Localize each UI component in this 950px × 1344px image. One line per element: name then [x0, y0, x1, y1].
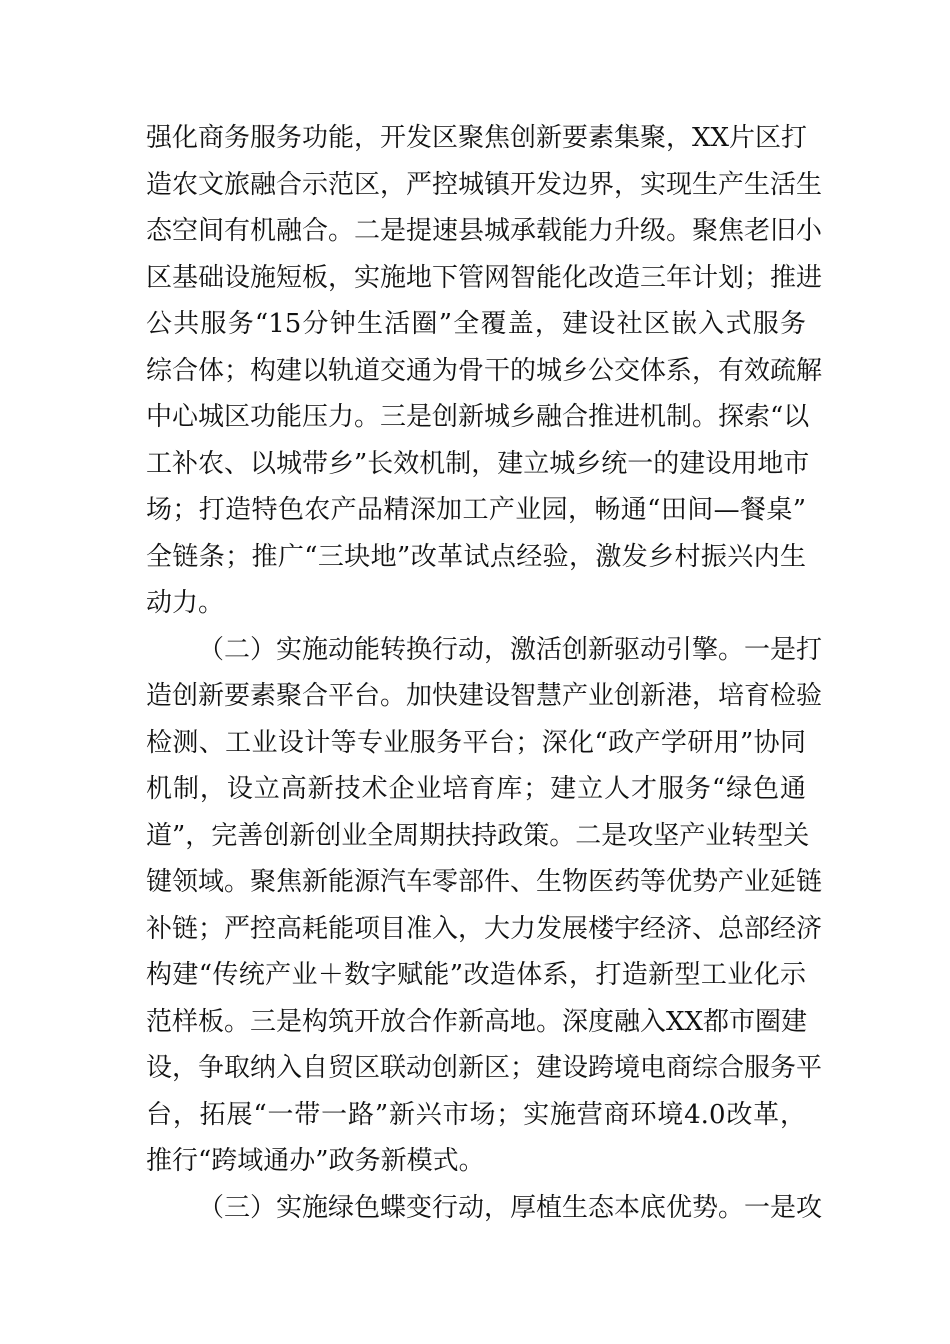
- paragraph-section-2: [146, 627, 823, 1185]
- text-line: 检测、工业设计等专业服务平台；深化“政产学研用”协同: [146, 727, 806, 758]
- text-line: 设，争取纳入自贸区联动创新区；建设跨境电商综合服务平: [146, 1053, 823, 1083]
- document-body: [146, 115, 823, 1231]
- text-line: 中心城区功能压力。三是创新城乡融合推进机制。探索“以: [146, 402, 810, 432]
- text-line: 综合体；构建以轨道交通为骨干的城乡公交体系，有效疏解: [146, 355, 823, 386]
- text-line: 推行“跨域通办”政务新模式。: [146, 1146, 485, 1176]
- text-line: 区基础设施短板，实施地下管网智能化改造三年计划；推进: [146, 262, 823, 293]
- text-line: 机制，设立高新技术企业培育库；建立人才服务“绿色通: [146, 774, 806, 804]
- text-line: 态空间有机融合。二是提速县城承载能力升级。聚焦老旧小: [146, 216, 823, 246]
- text-line: 道”，完善创新创业全周期扶持政策。二是攻坚产业转型关: [146, 820, 810, 851]
- text-line: 公共服务“15分钟生活圈”全覆盖，建设社区嵌入式服务: [146, 309, 806, 339]
- text-line: 工补农、以城带乡”长效机制，建立城乡统一的建设用地市: [146, 448, 810, 479]
- text-line: 造创新要素聚合平台。加快建设智慧产业创新港，培育检验: [146, 681, 823, 711]
- text-line: 全链条；推广“三块地”改革试点经验，激发乡村振兴内生: [146, 541, 806, 572]
- text-line: 构建“传统产业＋数字赋能”改造体系，打造新型工业化示: [146, 960, 806, 990]
- section-heading-line: （三）实施绿色蝶变行动，厚植生态本底优势。一是攻: [198, 1192, 823, 1223]
- text-line: 补链；严控高耗能项目准入，大力发展楼宇经济、总部经济: [146, 913, 823, 944]
- text-line: 造农文旅融合示范区，严控城镇开发边界，实现生产生活生: [146, 169, 823, 200]
- text-line: 动力。: [146, 588, 225, 618]
- section-heading-line: （二）实施动能转换行动，激活创新驱动引擎。一是打: [198, 634, 823, 665]
- paragraph-continuation: [146, 115, 823, 627]
- text-line: 键领域。聚焦新能源汽车零部件、生物医药等优势产业延链: [146, 867, 823, 897]
- text-line: 场；打造特色农产品精深加工产业园，畅通“田间—餐桌”: [146, 495, 806, 525]
- text-line: 强化商务服务功能，开发区聚焦创新要素集聚，XX片区打: [146, 123, 808, 153]
- paragraph-section-3: [146, 1185, 823, 1232]
- text-line: 台，拓展“一带一路”新兴市场；实施营商环境4.0改革，: [146, 1099, 806, 1130]
- text-line: 范样板。三是构筑开放合作新高地。深度融入XX都市圈建: [146, 1006, 808, 1037]
